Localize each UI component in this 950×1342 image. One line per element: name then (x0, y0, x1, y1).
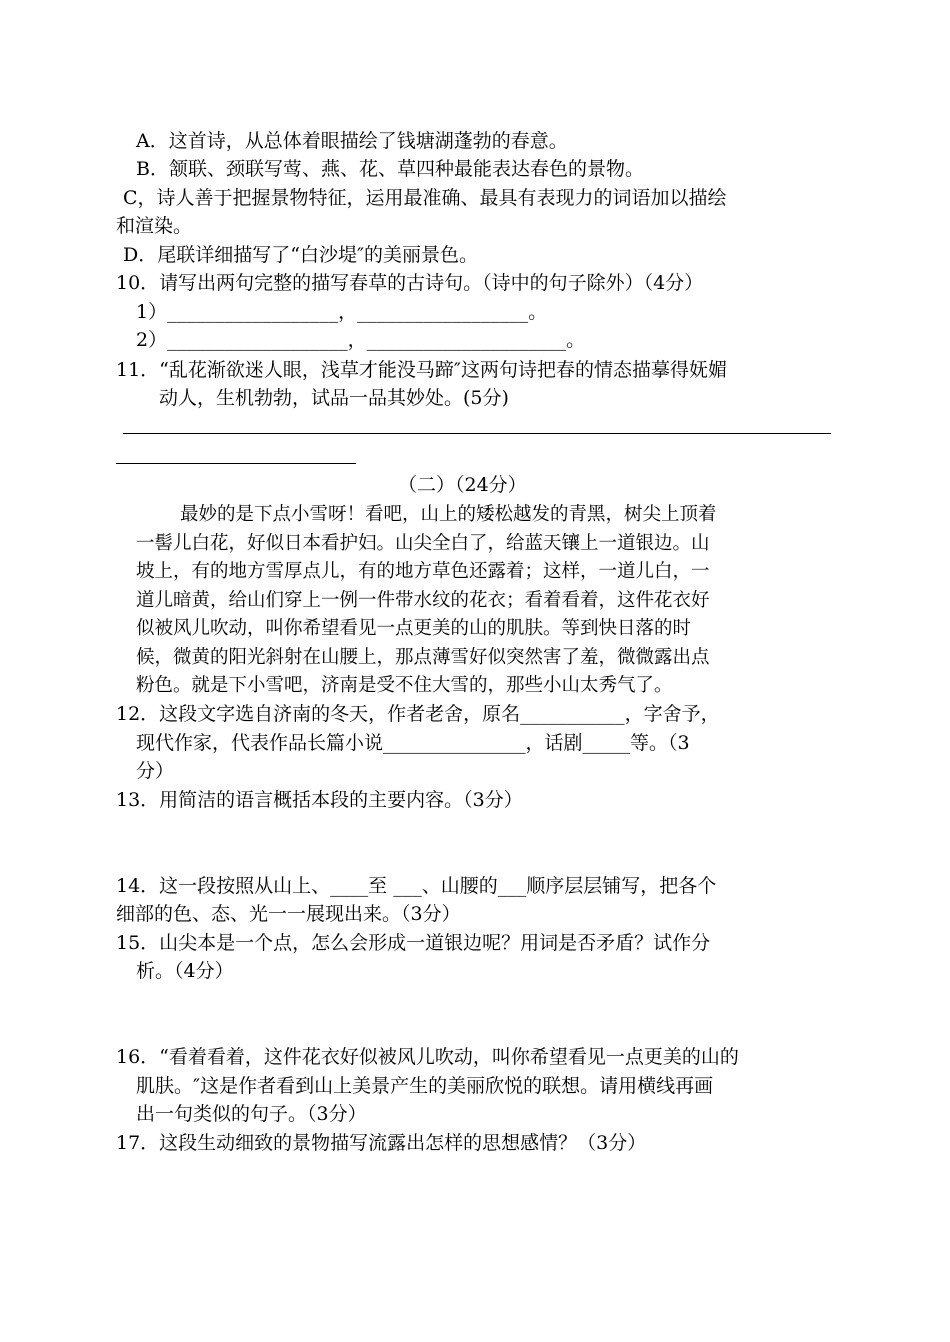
passage-line: 候，微黄的阳光斜射在山腰上，那点薄雪好似突然害了羞，微微露出点 (136, 647, 710, 668)
q14-stem-line2: 细部的色、态、光一一展现出来。（3分） (116, 903, 461, 925)
q11-answer-rule-2 (116, 463, 356, 464)
q14-stem-line1: 14．这一段按照从山上、____至 ___、山腰的___顺序层层铺写，把各个 (116, 875, 717, 897)
q17-stem: 17．这段生动细致的景物描写流露出怎样的思想感情？（3分） (116, 1132, 647, 1154)
passage-line: 道儿暗黄，给山们穿上一例一件带水纹的花衣；看着看着，这件花衣好 (136, 590, 710, 611)
q12-stem-line1: 12．这段文字选自济南的冬天，作者老舍，原名___________，字舍予， (116, 703, 720, 725)
passage-line: 坡上，有的地方雪厚点儿，有的地方草色还露着；这样，一道儿白，一 (136, 561, 710, 582)
q9-option-b: B．颔联、颈联写莺、燕、花、草四种最能表达春色的景物。 (136, 158, 644, 180)
passage-line: 一髻儿白花，好似日本看护妇。山尖全白了，给蓝天镶上一道银边。山 (136, 533, 710, 554)
passage-line: 似被风儿吹动，叫你希望看见一点更美的山的肌肤。等到快日落的时 (136, 618, 692, 639)
q10-answer-line-2: 2）___________________，_____________________。 (136, 329, 586, 351)
passage-line: 最妙的是下点小雪呀！看吧，山上的矮松越发的青黑，树尖上顶着 (180, 504, 717, 525)
section-heading: （二）（24分） (398, 474, 527, 496)
q12-stem-line2: 现代作家，代表作品长篇小说_______________，话剧_____等。（3 (136, 732, 690, 754)
q15-stem-line1: 15．山尖本是一个点，怎么会形成一道银边呢？用词是否矛盾？试作分 (116, 932, 711, 954)
q11-answer-rule-1 (123, 433, 831, 434)
q10-answer-line-1: 1）__________________，__________________。 (136, 301, 548, 323)
q9-option-a: A．这首诗，从总体着眼描绘了钱塘湖蓬勃的春意。 (136, 130, 568, 152)
q15-stem-line2: 析。（4分） (136, 960, 234, 982)
q12-stem-line3: 分） (136, 760, 175, 782)
q13-stem: 13．用简洁的语言概括本段的主要内容。（3分） (116, 789, 523, 811)
q11-stem-line2: 动人，生机勃勃，试品一品其妙处。(5分) (159, 387, 509, 409)
passage-line: 粉色。就是下小雪吧，济南是受不住大雪的，那些小山太秀气了。 (136, 675, 673, 696)
q16-stem-line2: 肌肤。″这是作者看到山上美景产生的美丽欣悦的联想。请用横线再画 (136, 1075, 714, 1097)
q9-option-c-line2: 和渲染。 (116, 215, 193, 237)
q16-stem-line3: 出一句类似的句子。（3分） (136, 1103, 367, 1125)
q10-stem: 10．请写出两句完整的描写春草的古诗句。（诗中的句子除外）（4分） (116, 272, 704, 294)
q9-option-c-line1: C，诗人善于把握景物特征，运用最准确、最具有表现力的词语加以描绘 (123, 187, 727, 209)
q11-stem-line1: 11．“乱花渐欲迷人眼，浅草才能没马蹄″这两句诗把春的情态描摹得妩媚 (116, 359, 727, 381)
q9-option-d: D．尾联详细描写了“白沙堤″的美丽景色。 (123, 244, 479, 266)
q16-stem-line1: 16．“看着看着，这件花衣好似被风儿吹动，叫你希望看见一点更美的山的 (116, 1046, 739, 1068)
